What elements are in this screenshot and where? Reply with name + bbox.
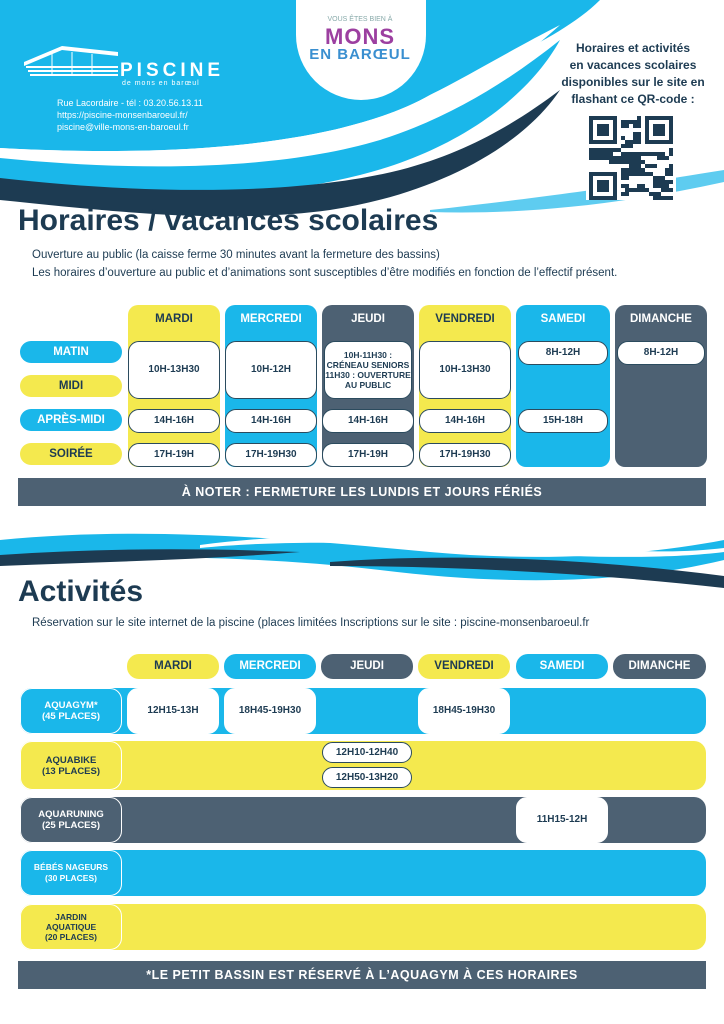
aquaruning-samedi: 11H15-12H: [516, 797, 608, 843]
slot-mardi-soiree: 17H-19H: [128, 443, 220, 467]
act-day-dimanche: DIMANCHE: [613, 654, 706, 679]
logo-subtitle: de mons en barœul: [122, 80, 200, 87]
fermeture-banner: À NOTER : FERMETURE LES LUNDIS ET JOURS FÉRIÉS: [18, 478, 706, 506]
slot-mardi-matin: 10H-13H30: [128, 341, 220, 399]
act-day-mardi: MARDI: [127, 654, 219, 679]
aquagym-label: AQUAGYM* (45 PLACES): [20, 688, 122, 734]
qr-code-icon: [589, 116, 673, 200]
activites-title: Activités: [18, 575, 144, 608]
horaires-line2: Les horaires d’ouverture au public et d’animations sont susceptibles d’être modifiés en fonction de l’effectif présent.: [32, 267, 618, 279]
activites-subtitle: Réservation sur le site internet de la piscine (places limitées Inscriptions sur le site : piscine-monsenbaroeul.fr: [32, 617, 590, 629]
aquagym-mardi: 12H15-13H: [127, 688, 219, 734]
slot-samedi-apres-midi: 15H-18H: [518, 409, 608, 433]
row-soiree: SOIRÉE: [20, 443, 122, 465]
head-samedi: SAMEDI: [540, 313, 586, 325]
aquabike-jeudi-1: 12H10-12H40: [322, 742, 412, 763]
slot-jeudi-apres-midi: 14H-16H: [322, 409, 414, 433]
act-day-mercredi: MERCREDI: [224, 654, 316, 679]
bebes-row: [20, 850, 706, 896]
aquabike-jeudi-2: 12H50-13H20: [322, 767, 412, 788]
slot-samedi-matin: 8H-12H: [518, 341, 608, 365]
aquagym-vendredi: 18H45-19H30: [418, 688, 510, 734]
aquagym-mercredi: 18H45-19H30: [224, 688, 316, 734]
head-jeudi: JEUDI: [351, 313, 385, 325]
slot-vendredi-apres-midi: 14H-16H: [419, 409, 511, 433]
piscine-building-icon: [22, 40, 120, 82]
horaires-title: Horaires / vacances scolaires: [18, 204, 439, 237]
aquaruning-label: AQUARUNING (25 PLACES): [20, 797, 122, 843]
address-text: Rue Lacordaire - tél : 03.20.56.13.11: [57, 98, 203, 108]
slot-vendredi-soiree: 17H-19H30: [419, 443, 511, 467]
slot-jeudi-matin: 10H-11H30 : CRÉNEAU SENIORS 11H30 : OUVERTURE AU PUBLIC: [324, 341, 412, 399]
slot-mercredi-soiree: 17H-19H30: [225, 443, 317, 467]
email-link[interactable]: piscine@ville-mons-en-baroeul.fr: [57, 122, 189, 132]
qr-text: Horaires et activités en vacances scolaires disponibles sur le site en flashant ce QR-code :: [561, 41, 705, 106]
row-midi: MIDI: [20, 375, 122, 397]
qr-code[interactable]: [586, 116, 676, 200]
slot-mercredi-apres-midi: 14H-16H: [225, 409, 317, 433]
mons-logo-line2: EN BARŒUL: [309, 46, 411, 63]
slot-vendredi-matin: 10H-13H30: [419, 341, 511, 399]
petit-bassin-banner: *LE PETIT BASSIN EST RÉSERVÉ À L’AQUAGYM À CES HORAIRES: [18, 961, 706, 989]
bebes-label: BÉBÉS NAGEURS (30 PLACES): [20, 850, 122, 896]
head-vendredi: VENDREDI: [435, 313, 495, 325]
head-mardi: MARDI: [155, 313, 193, 325]
act-day-vendredi: VENDREDI: [418, 654, 510, 679]
jardin-label: JARDIN AQUATIQUE (20 PLACES): [20, 904, 122, 950]
head-dimanche: DIMANCHE: [630, 313, 692, 325]
horaires-line1: Ouverture au public (la caisse ferme 30 minutes avant la fermeture des bassins): [32, 249, 440, 261]
slot-mercredi-matin: 10H-12H: [225, 341, 317, 399]
jardin-row: [20, 904, 706, 950]
row-matin: MATIN: [20, 341, 122, 363]
act-day-jeudi: JEUDI: [321, 654, 413, 679]
head-mercredi: MERCREDI: [240, 313, 302, 325]
aquabike-label: AQUABIKE (13 PLACES): [20, 741, 122, 790]
aquagym-row: [20, 688, 706, 734]
website-link[interactable]: https://piscine-monsenbaroeul.fr/: [57, 110, 188, 120]
mons-tagline: VOUS ÊTES BIEN À: [327, 16, 393, 23]
slot-mardi-apres-midi: 14H-16H: [128, 409, 220, 433]
row-apres-midi: APRÈS-MIDI: [20, 409, 122, 431]
logo-name: PISCINE: [120, 60, 225, 81]
slot-dimanche-matin: 8H-12H: [617, 341, 705, 365]
slot-jeudi-soiree: 17H-19H: [322, 443, 414, 467]
act-day-samedi: SAMEDI: [516, 654, 608, 679]
mons-logo-line1: MONS: [325, 24, 395, 49]
